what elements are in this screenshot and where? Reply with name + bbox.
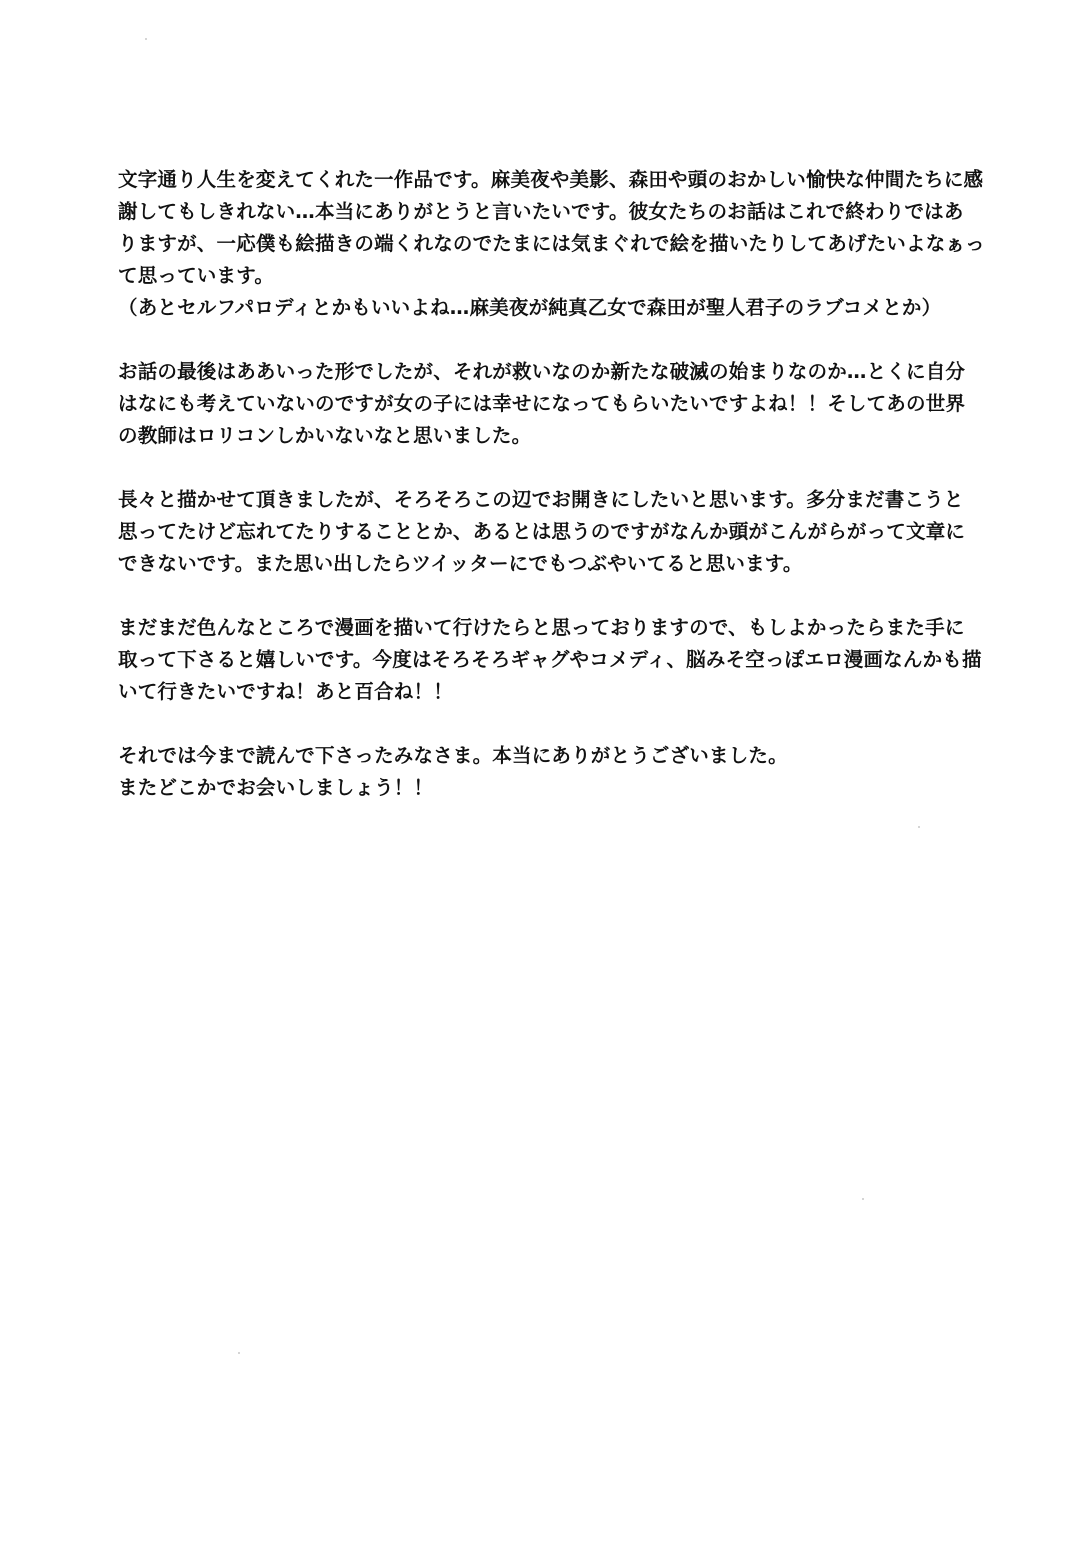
paragraph-5 bbox=[118, 740, 968, 804]
text-line: できないです。また思い出したらツイッターにでもつぶやいてると思います。 bbox=[118, 552, 803, 575]
text-line: りますが、一応僕も絵描きの端くれなのでたまには気まぐれで絵を描いたりしてあげたいよなぁっ bbox=[118, 232, 985, 255]
text-line: 謝してもしきれない…本当にありがとうと言いたいです。彼女たちのお話はこれで終わりではあ bbox=[118, 200, 964, 223]
text-line: て思っています。 bbox=[118, 264, 275, 287]
scan-speck bbox=[918, 826, 920, 828]
text-line: いて行きたいですね！あと百合ね！！ bbox=[118, 680, 453, 703]
paragraph-gap bbox=[118, 324, 968, 356]
paragraph-4 bbox=[118, 612, 982, 708]
paragraph-gap bbox=[118, 580, 968, 612]
afterword-text bbox=[118, 164, 985, 804]
text-line: の教師はロリコンしかいないなと思いました。 bbox=[118, 424, 532, 447]
scan-speck bbox=[238, 1352, 240, 1354]
text-line: 文字通り人生を変えてくれた一作品です。麻美夜や美影、森田や頭のおかしい愉快な仲間たちに感 bbox=[118, 168, 984, 191]
text-line: お話の最後はああいった形でしたが、それが救いなのか新たな破滅の始まりなのか…とくに自分 bbox=[118, 360, 966, 383]
paragraph-3 bbox=[118, 484, 968, 580]
text-line: まだまだ色んなところで漫画を描いて行けたらと思っておりますので、もしよかったらまた手に bbox=[118, 616, 965, 639]
text-line: 取って下さると嬉しいです。今度はそろそろギャグやコメディ、脳みそ空っぽエロ漫画なんかも描 bbox=[118, 648, 982, 671]
text-line: またどこかでお会いしましょう！！ bbox=[118, 776, 434, 799]
paragraph-1 bbox=[118, 164, 985, 324]
text-line: それでは今まで読んで下さったみなさま。本当にありがとうございました。 bbox=[118, 744, 788, 767]
scan-speck bbox=[862, 1198, 864, 1200]
paragraph-gap bbox=[118, 708, 968, 740]
text-line: 思ってたけど忘れてたりすることとか、あるとは思うのですがなんか頭がこんがらがって文章に bbox=[118, 520, 966, 543]
paragraph-gap bbox=[118, 452, 968, 484]
scan-speck bbox=[145, 38, 147, 40]
paragraph-2 bbox=[118, 356, 968, 452]
text-line: はなにも考えていないのですが女の子には幸せになってもらいたいですよね！！そしてあの世界 bbox=[118, 392, 966, 415]
text-line: 長々と描かせて頂きましたが、そろそろこの辺でお開きにしたいと思います。多分まだ書こうと bbox=[118, 488, 964, 511]
text-line: （あとセルフパロディとかもいいよね…麻美夜が純真乙女で森田が聖人君子のラブコメとか） bbox=[118, 296, 942, 319]
